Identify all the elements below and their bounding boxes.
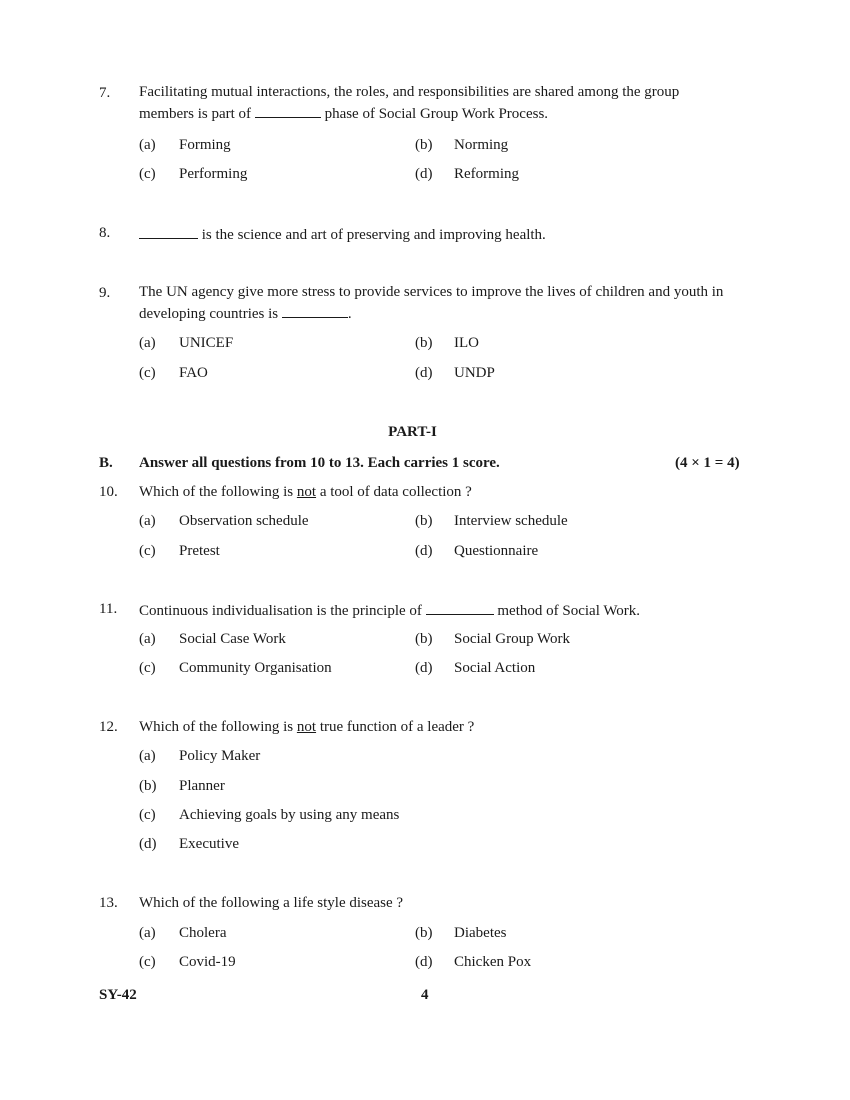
option-text: UNICEF: [179, 335, 234, 351]
question-number: 9.: [99, 285, 111, 301]
option-text: UNDP: [454, 365, 495, 381]
emphasis: not: [296, 484, 317, 500]
question-number: 12.: [99, 719, 118, 735]
option-label: (a): [139, 631, 156, 647]
option-label: (d): [415, 365, 433, 381]
option-label: (d): [415, 543, 433, 559]
paper-code: SY-42: [99, 987, 137, 1003]
option-label: (c): [139, 543, 156, 559]
option-text: Interview schedule: [454, 513, 568, 529]
option-label: (a): [139, 925, 156, 941]
question-text: The UN agency give more stress to provide services to improve the lives of children and youth in developing countries is .: [139, 284, 724, 322]
option-label: (c): [139, 365, 156, 381]
option-label: (d): [415, 166, 433, 182]
option-text: Cholera: [179, 925, 227, 941]
option-text: ILO: [454, 335, 479, 351]
option-text: Covid-19: [179, 954, 236, 970]
question-number: 7.: [99, 85, 111, 101]
option-label: (b): [415, 925, 433, 941]
option-text: Observation schedule: [179, 513, 309, 529]
option-label: (b): [415, 137, 433, 153]
option-text: Policy Maker: [179, 748, 261, 764]
answer-blank: [426, 600, 494, 615]
answer-blank: [282, 303, 348, 318]
option-label: (d): [415, 660, 433, 676]
question-text: Continuous individualisation is the principle of method of Social Work.: [139, 600, 640, 620]
option-text: Questionnaire: [454, 543, 539, 559]
question-text: Which of the following a life style disease ?: [139, 895, 404, 911]
option-text: Pretest: [179, 543, 220, 559]
option-text: Planner: [179, 778, 225, 794]
question-text: is the science and art of preserving and improving health.: [139, 224, 546, 244]
option-label: (a): [139, 748, 156, 764]
option-label: (b): [415, 513, 433, 529]
option-text: Diabetes: [454, 925, 507, 941]
option-label: (c): [139, 807, 156, 823]
option-text: Chicken Pox: [454, 954, 532, 970]
option-text: Social Case Work: [179, 631, 286, 647]
section-marks: (4 × 1 = 4): [675, 455, 740, 471]
option-text: Executive: [179, 836, 239, 852]
option-label: (c): [139, 166, 156, 182]
question-number: 10.: [99, 484, 118, 500]
option-text: Social Group Work: [454, 631, 571, 647]
page-number: 4: [421, 987, 429, 1003]
question-text: Facilitating mutual interactions, the roles, and responsibilities are shared among the group members is part of phase of Social Group Work Process.: [139, 84, 680, 122]
option-text: Reforming: [454, 166, 519, 182]
question-text: Which of the following is not true function of a leader ?: [139, 719, 475, 735]
option-text: Performing: [179, 166, 248, 182]
option-label: (b): [415, 631, 433, 647]
question-number: 13.: [99, 895, 118, 911]
option-label: (b): [415, 335, 433, 351]
option-label: (a): [139, 513, 156, 529]
question-number: 8.: [99, 225, 111, 241]
option-label: (a): [139, 137, 156, 153]
option-text: Community Organisation: [179, 660, 332, 676]
answer-blank: [139, 224, 198, 239]
option-label: (b): [139, 778, 157, 794]
question-number: 11.: [99, 601, 118, 617]
option-text: Forming: [179, 137, 231, 153]
option-label: (c): [139, 660, 156, 676]
part-title: PART-I: [388, 424, 437, 440]
option-text: FAO: [179, 365, 208, 381]
option-text: Social Action: [454, 660, 536, 676]
option-text: Achieving goals by using any means: [179, 807, 400, 823]
answer-blank: [255, 103, 321, 118]
section-letter: B.: [99, 455, 113, 471]
option-label: (d): [139, 836, 157, 852]
option-label: (c): [139, 954, 156, 970]
option-label: (d): [415, 954, 433, 970]
question-text: Which of the following is not a tool of data collection ?: [139, 484, 472, 500]
section-instruction: Answer all questions from 10 to 13. Each carries 1 score.: [139, 455, 500, 471]
option-text: Norming: [454, 137, 509, 153]
emphasis: not: [296, 719, 317, 735]
option-label: (a): [139, 335, 156, 351]
